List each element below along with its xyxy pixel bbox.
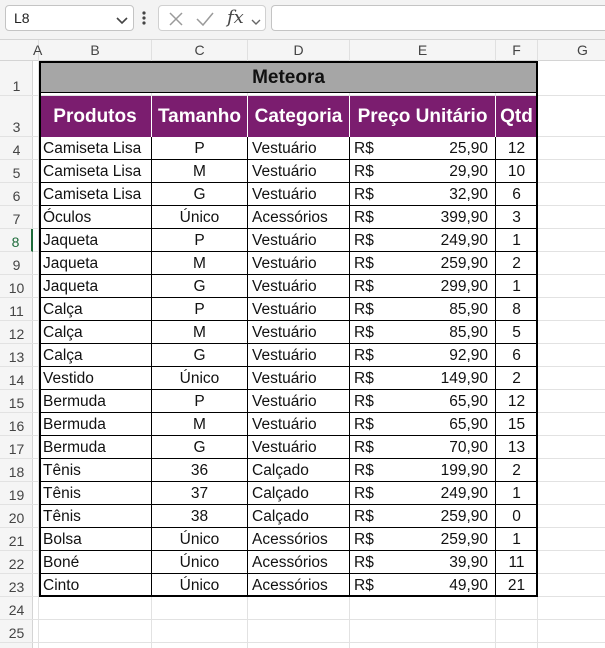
row-header[interactable]: 9 bbox=[0, 252, 33, 275]
price-value: 259,90 bbox=[440, 255, 488, 272]
row-header[interactable]: 19 bbox=[0, 482, 33, 505]
cell-produto[interactable]: Tênis bbox=[39, 459, 152, 482]
cell-produto[interactable]: Tênis bbox=[39, 482, 152, 505]
cell-produto[interactable]: Bermuda bbox=[39, 390, 152, 413]
row-header[interactable]: 10 bbox=[0, 275, 33, 298]
cell-produto[interactable]: Calça bbox=[39, 298, 152, 321]
cell-qtd[interactable]: 11 bbox=[496, 551, 538, 574]
cell-preco[interactable] bbox=[350, 436, 496, 459]
column-header[interactable]: C bbox=[152, 40, 248, 61]
cell-categoria[interactable]: Acessórios bbox=[248, 206, 350, 229]
cell-qtd[interactable]: 0 bbox=[496, 505, 538, 528]
cell-categoria[interactable]: Calçado bbox=[248, 505, 350, 528]
cell-preco[interactable] bbox=[350, 367, 496, 390]
price-value: 199,90 bbox=[440, 462, 488, 479]
cell-preco[interactable] bbox=[350, 574, 496, 597]
row-header[interactable]: 21 bbox=[0, 528, 33, 551]
price-value: 39,90 bbox=[449, 554, 488, 571]
row-header[interactable]: 1 bbox=[0, 61, 33, 96]
cell-categoria[interactable]: Vestuário bbox=[248, 183, 350, 206]
cell-tamanho[interactable]: P bbox=[152, 390, 248, 413]
currency-symbol: R$ bbox=[354, 554, 374, 571]
cell-categoria[interactable]: Vestuário bbox=[248, 436, 350, 459]
currency-symbol: R$ bbox=[354, 462, 374, 479]
insert-function-button[interactable]: fx bbox=[227, 7, 244, 28]
cell-preco[interactable] bbox=[350, 551, 496, 574]
cell-preco[interactable] bbox=[350, 413, 496, 436]
formula-bar bbox=[0, 0, 605, 40]
cell-qtd[interactable]: 2 bbox=[496, 459, 538, 482]
price-value: 70,90 bbox=[449, 439, 488, 456]
cell-produto[interactable]: Camiseta Lisa bbox=[39, 183, 152, 206]
row-header[interactable]: 11 bbox=[0, 298, 33, 321]
currency-symbol: R$ bbox=[354, 232, 374, 249]
cell-qtd[interactable]: 5 bbox=[496, 321, 538, 344]
cell-preco[interactable] bbox=[350, 160, 496, 183]
row-header[interactable]: 7 bbox=[0, 206, 33, 229]
cell-tamanho[interactable]: M bbox=[152, 321, 248, 344]
cell-preco[interactable] bbox=[350, 344, 496, 367]
cell-categoria[interactable]: Vestuário bbox=[248, 160, 350, 183]
cell-tamanho[interactable]: M bbox=[152, 160, 248, 183]
cell-produto[interactable]: Bermuda bbox=[39, 413, 152, 436]
cell-categoria[interactable]: Vestuário bbox=[248, 321, 350, 344]
formula-buttons bbox=[158, 5, 266, 31]
price-value: 25,90 bbox=[449, 140, 488, 157]
cell-qtd[interactable]: 13 bbox=[496, 436, 538, 459]
price-value: 65,90 bbox=[449, 393, 488, 410]
row-header[interactable]: 4 bbox=[0, 137, 33, 160]
row-header[interactable]: 22 bbox=[0, 551, 33, 574]
cell-tamanho[interactable]: G bbox=[152, 436, 248, 459]
column-header[interactable]: G bbox=[538, 40, 605, 61]
cell-produto[interactable]: Calça bbox=[39, 321, 152, 344]
name-box-value: L8 bbox=[14, 10, 30, 26]
cell-produto[interactable]: Vestido bbox=[39, 367, 152, 390]
currency-symbol: R$ bbox=[354, 163, 374, 180]
cell-produto[interactable]: Jaqueta bbox=[39, 229, 152, 252]
header-categoria[interactable]: Categoria bbox=[248, 96, 350, 137]
spreadsheet-grid bbox=[0, 40, 605, 648]
cell-produto[interactable]: Jaqueta bbox=[39, 252, 152, 275]
cell-qtd[interactable]: 12 bbox=[496, 390, 538, 413]
cell-produto[interactable]: Cinto bbox=[39, 574, 152, 597]
price-value: 249,90 bbox=[440, 485, 488, 502]
cell-tamanho[interactable]: G bbox=[152, 344, 248, 367]
currency-symbol: R$ bbox=[354, 186, 374, 203]
cell-produto[interactable]: Camiseta Lisa bbox=[39, 137, 152, 160]
cell-preco[interactable] bbox=[350, 505, 496, 528]
cell-qtd[interactable]: 1 bbox=[496, 229, 538, 252]
price-value: 49,90 bbox=[449, 577, 488, 594]
cell-tamanho[interactable]: P bbox=[152, 229, 248, 252]
cell-produto[interactable]: Calça bbox=[39, 344, 152, 367]
column-headers bbox=[0, 40, 605, 61]
cell-tamanho[interactable]: G bbox=[152, 275, 248, 298]
cell-preco[interactable] bbox=[350, 229, 496, 252]
price-value: 29,90 bbox=[449, 163, 488, 180]
cancel-icon[interactable] bbox=[167, 10, 185, 33]
currency-symbol: R$ bbox=[354, 393, 374, 410]
price-value: 65,90 bbox=[449, 416, 488, 433]
currency-symbol: R$ bbox=[354, 416, 374, 433]
cell-tamanho[interactable]: 38 bbox=[152, 505, 248, 528]
cell-qtd[interactable]: 15 bbox=[496, 413, 538, 436]
cell-qtd[interactable]: 1 bbox=[496, 528, 538, 551]
header-tamanho[interactable]: Tamanho bbox=[152, 96, 248, 137]
cell-categoria[interactable]: Acessórios bbox=[248, 528, 350, 551]
cell-preco[interactable] bbox=[350, 528, 496, 551]
currency-symbol: R$ bbox=[354, 324, 374, 341]
cell-categoria[interactable]: Vestuário bbox=[248, 275, 350, 298]
column-header[interactable]: B bbox=[39, 40, 152, 61]
header-produtos[interactable]: Produtos bbox=[39, 96, 152, 137]
cell-preco[interactable] bbox=[350, 459, 496, 482]
cell-qtd[interactable]: 12 bbox=[496, 137, 538, 160]
cell-preco[interactable] bbox=[350, 298, 496, 321]
cell-tamanho[interactable]: M bbox=[152, 252, 248, 275]
cell-preco[interactable] bbox=[350, 183, 496, 206]
row-header[interactable]: 16 bbox=[0, 413, 33, 436]
cell-categoria[interactable]: Vestuário bbox=[248, 390, 350, 413]
cell-produto[interactable]: Bermuda bbox=[39, 436, 152, 459]
cell-qtd[interactable]: 2 bbox=[496, 367, 538, 390]
row-header[interactable]: 14 bbox=[0, 367, 33, 390]
cell-produto[interactable]: Óculos bbox=[39, 206, 152, 229]
cell-preco[interactable] bbox=[350, 206, 496, 229]
price-value: 259,90 bbox=[440, 508, 488, 525]
cell-categoria[interactable]: Vestuário bbox=[248, 252, 350, 275]
currency-symbol: R$ bbox=[354, 508, 374, 525]
cell-qtd[interactable]: 1 bbox=[496, 482, 538, 505]
cell-tamanho[interactable]: M bbox=[152, 413, 248, 436]
cell-categoria[interactable]: Vestuário bbox=[248, 298, 350, 321]
header-qtd[interactable]: Qtd bbox=[496, 96, 538, 137]
cell-tamanho[interactable]: Único bbox=[152, 551, 248, 574]
row-header[interactable]: 8 bbox=[0, 229, 33, 252]
cell-tamanho[interactable]: 36 bbox=[152, 459, 248, 482]
price-value: 85,90 bbox=[449, 301, 488, 318]
currency-symbol: R$ bbox=[354, 209, 374, 226]
cell-tamanho[interactable]: P bbox=[152, 298, 248, 321]
cell-categoria[interactable]: Acessórios bbox=[248, 574, 350, 597]
cell-tamanho[interactable]: Único bbox=[152, 528, 248, 551]
chevron-down-icon[interactable] bbox=[250, 14, 262, 32]
cell-tamanho[interactable]: Único bbox=[152, 367, 248, 390]
cell-categoria[interactable]: Vestuário bbox=[248, 344, 350, 367]
cell-produto[interactable]: Jaqueta bbox=[39, 275, 152, 298]
row-header[interactable]: 24 bbox=[0, 597, 33, 620]
currency-symbol: R$ bbox=[354, 439, 374, 456]
currency-symbol: R$ bbox=[354, 370, 374, 387]
row-header[interactable]: 3 bbox=[0, 96, 33, 137]
row-header[interactable]: 25 bbox=[0, 620, 33, 643]
sheet-title[interactable]: Meteora bbox=[39, 61, 538, 93]
more-options-icon[interactable] bbox=[141, 10, 147, 31]
cell-preco[interactable] bbox=[350, 321, 496, 344]
cell-preco[interactable] bbox=[350, 252, 496, 275]
price-value: 399,90 bbox=[440, 209, 488, 226]
price-value: 85,90 bbox=[449, 324, 488, 341]
cell-categoria[interactable]: Calçado bbox=[248, 459, 350, 482]
cell-categoria[interactable]: Vestuário bbox=[248, 137, 350, 160]
cell-categoria[interactable]: Calçado bbox=[248, 482, 350, 505]
row-header[interactable]: 18 bbox=[0, 459, 33, 482]
row-header[interactable]: 12 bbox=[0, 321, 33, 344]
row-header[interactable]: 6 bbox=[0, 183, 33, 206]
cell-produto[interactable]: Camiseta Lisa bbox=[39, 160, 152, 183]
cell-qtd[interactable]: 6 bbox=[496, 344, 538, 367]
header-preco-unitario[interactable]: Preço Unitário bbox=[350, 96, 496, 137]
cell-qtd[interactable]: 2 bbox=[496, 252, 538, 275]
column-header[interactable]: F bbox=[496, 40, 538, 61]
cell-preco[interactable] bbox=[350, 275, 496, 298]
price-value: 32,90 bbox=[449, 186, 488, 203]
currency-symbol: R$ bbox=[354, 278, 374, 295]
cell-tamanho[interactable]: Único bbox=[152, 574, 248, 597]
row-header[interactable]: 15 bbox=[0, 390, 33, 413]
cell-produto[interactable]: Tênis bbox=[39, 505, 152, 528]
row-header[interactable]: 23 bbox=[0, 574, 33, 597]
price-value: 259,90 bbox=[440, 531, 488, 548]
cell-preco[interactable] bbox=[350, 482, 496, 505]
currency-symbol: R$ bbox=[354, 485, 374, 502]
price-value: 149,90 bbox=[440, 370, 488, 387]
currency-symbol: R$ bbox=[354, 301, 374, 318]
cells-area[interactable] bbox=[33, 61, 605, 648]
currency-symbol: R$ bbox=[354, 531, 374, 548]
cell-tamanho[interactable]: Único bbox=[152, 206, 248, 229]
cell-preco[interactable] bbox=[350, 390, 496, 413]
cell-qtd[interactable]: 21 bbox=[496, 574, 538, 597]
cell-qtd[interactable]: 8 bbox=[496, 298, 538, 321]
row-headers bbox=[0, 61, 33, 648]
currency-symbol: R$ bbox=[354, 577, 374, 594]
formula-input[interactable] bbox=[271, 5, 605, 31]
cell-categoria[interactable]: Vestuário bbox=[248, 367, 350, 390]
cell-tamanho[interactable]: 37 bbox=[152, 482, 248, 505]
cell-qtd[interactable]: 10 bbox=[496, 160, 538, 183]
row-header[interactable]: 20 bbox=[0, 505, 33, 528]
column-header[interactable]: A bbox=[33, 40, 39, 61]
cell-produto[interactable]: Boné bbox=[39, 551, 152, 574]
currency-symbol: R$ bbox=[354, 255, 374, 272]
column-header[interactable]: D bbox=[248, 40, 350, 61]
price-value: 92,90 bbox=[449, 347, 488, 364]
price-value: 249,90 bbox=[440, 232, 488, 249]
cell-preco[interactable] bbox=[350, 137, 496, 160]
cell-qtd[interactable]: 6 bbox=[496, 183, 538, 206]
column-header[interactable]: E bbox=[350, 40, 496, 61]
cell-produto[interactable]: Bolsa bbox=[39, 528, 152, 551]
cell-qtd[interactable]: 3 bbox=[496, 206, 538, 229]
cell-categoria[interactable]: Vestuário bbox=[248, 229, 350, 252]
enter-icon[interactable] bbox=[195, 10, 215, 33]
name-box[interactable] bbox=[5, 5, 134, 31]
cell-categoria[interactable]: Acessórios bbox=[248, 551, 350, 574]
cell-qtd[interactable]: 1 bbox=[496, 275, 538, 298]
cell-categoria[interactable]: Vestuário bbox=[248, 413, 350, 436]
cell-tamanho[interactable]: G bbox=[152, 183, 248, 206]
row-header[interactable]: 5 bbox=[0, 160, 33, 183]
cell-tamanho[interactable]: P bbox=[152, 137, 248, 160]
chevron-down-icon[interactable] bbox=[115, 13, 129, 31]
currency-symbol: R$ bbox=[354, 347, 374, 364]
row-header[interactable]: 17 bbox=[0, 436, 33, 459]
row-header[interactable]: 13 bbox=[0, 344, 33, 367]
currency-symbol: R$ bbox=[354, 140, 374, 157]
price-value: 299,90 bbox=[440, 278, 488, 295]
